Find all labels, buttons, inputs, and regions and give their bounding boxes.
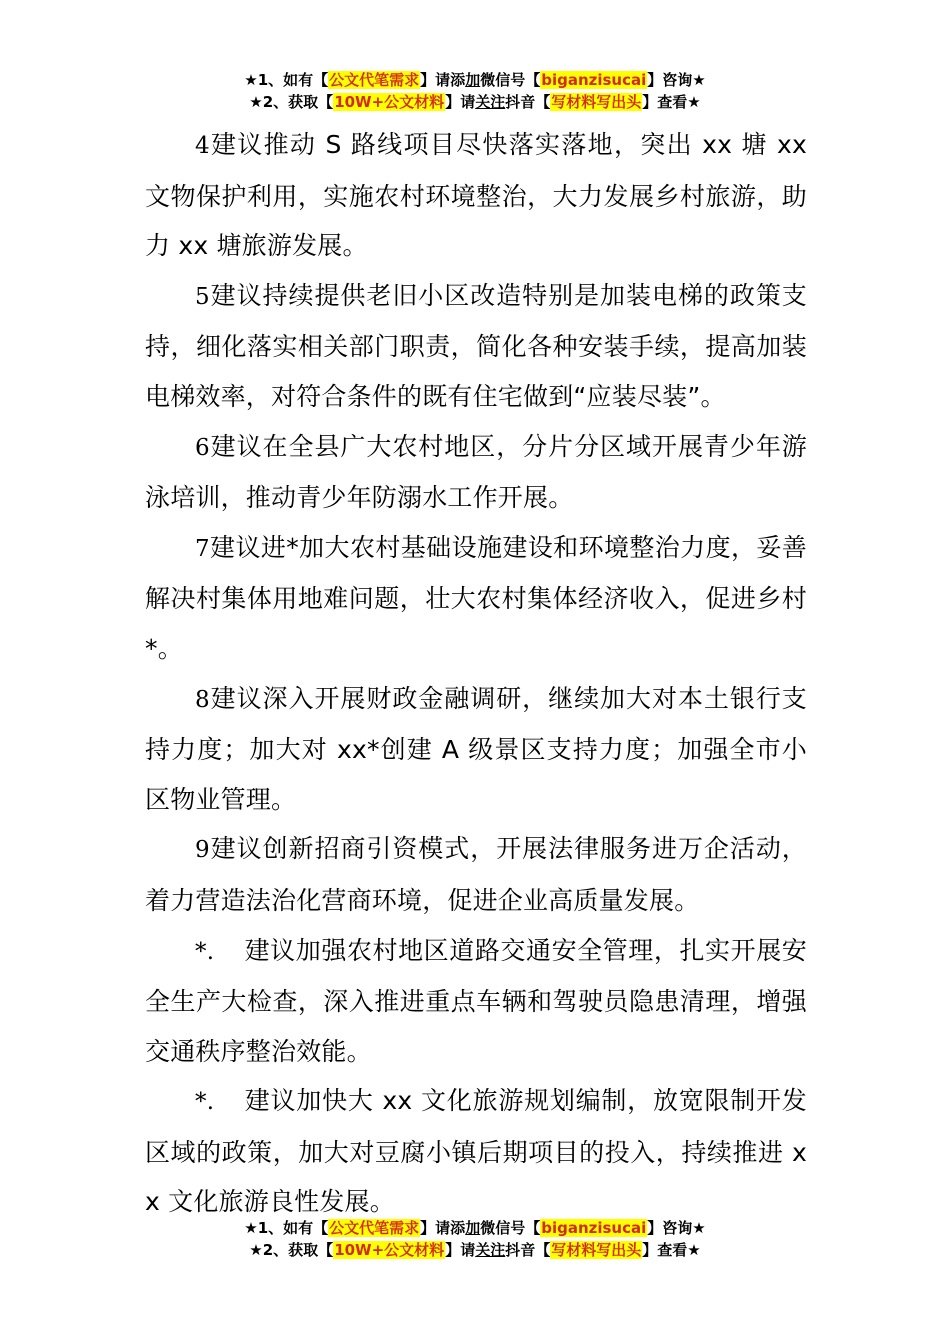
paragraph-text: 建议持续提供老旧小区改造特别是加装电梯的政策支持，细化落实相关部门职责，简化各种安装手续，提高加装电梯效率，对符合条件的既有住宅做到“应装尽装”。 xyxy=(145,280,807,411)
banner-text: 】请 xyxy=(445,1241,476,1259)
banner-line-2 xyxy=(0,91,950,113)
paragraph-7 xyxy=(145,523,807,674)
paragraph-11 xyxy=(145,1076,807,1227)
banner-text: ★2、获取【 xyxy=(249,1241,334,1259)
paragraph-text: 建议加强农村地区道路交通安全管理，扎实开展安全生产大检查，深入推进重点车辆和驾驶员隐患清理，增强交通秩序整治效能。 xyxy=(145,935,807,1066)
paragraph-4 xyxy=(145,120,807,271)
paragraph-number: *. xyxy=(195,1089,215,1116)
banner-text: 】查看★ xyxy=(642,93,701,111)
banner-underlined-text: 加 xyxy=(465,71,481,89)
banner-line-1 xyxy=(0,1217,950,1239)
paragraph-number: *. xyxy=(195,938,215,965)
banner-text: 微信号【 xyxy=(480,1219,541,1237)
banner-highlight: 写材料写出头 xyxy=(551,93,642,111)
paragraph-number: 7 xyxy=(195,535,210,562)
banner-line-2 xyxy=(0,1239,950,1261)
footer-banner xyxy=(0,1217,950,1261)
banner-underlined-text: 关注 xyxy=(475,93,506,111)
header-banner xyxy=(0,69,950,113)
banner-text: 抖音【 xyxy=(505,1241,551,1259)
banner-text: 】请添 xyxy=(420,71,466,89)
banner-underlined-text: 关注 xyxy=(475,1241,506,1259)
banner-highlight: 写材料写出头 xyxy=(551,1241,642,1259)
paragraph-number: 4 xyxy=(195,133,210,159)
paragraph-number: 8 xyxy=(195,686,210,713)
banner-text: ★2、获取【 xyxy=(249,93,334,111)
paragraph-text: 建议加快大 xx 文化旅游规划编制，放宽限制开发区域的政策，加大对豆腐小镇后期项目的投入，持续推进 xx 文化旅游良性发展。 xyxy=(145,1086,807,1217)
document-body xyxy=(145,120,807,1227)
banner-text: 】咨询★ xyxy=(647,71,706,89)
paragraph-text: 建议创新招商引资模式，开展法律服务进万企活动，着力营造法治化营商环境，促进企业高质量发展。 xyxy=(145,834,807,915)
banner-highlight: biganzisucai xyxy=(541,1219,647,1237)
paragraph-5 xyxy=(145,271,807,422)
banner-highlight: 10W+公文材料 xyxy=(334,1241,445,1259)
banner-text: 】请 xyxy=(445,93,476,111)
banner-highlight: 公文代笔需求 xyxy=(329,71,420,89)
paragraph-number: 9 xyxy=(195,837,210,864)
banner-line-1 xyxy=(0,69,950,91)
paragraph-text: 建议深入开展财政金融调研，继续加大对本土银行支持力度；加大对 xx*创建 A 级景区支持力度；加强全市小区物业管理。 xyxy=(145,683,807,814)
banner-highlight: 10W+公文材料 xyxy=(334,93,445,111)
banner-text: ★1、如有【 xyxy=(244,71,329,89)
paragraph-text: 建议在全县广大农村地区，分片分区域开展青少年游泳培训，推动青少年防溺水工作开展。 xyxy=(145,431,807,513)
paragraph-number: 5 xyxy=(195,283,210,310)
paragraph-10 xyxy=(145,926,807,1077)
banner-highlight: biganzisucai xyxy=(541,71,647,89)
banner-text: 】咨询★ xyxy=(647,1219,706,1237)
banner-underlined-text: 加 xyxy=(465,1219,481,1237)
paragraph-number: 6 xyxy=(195,434,210,461)
banner-text: 】请添 xyxy=(420,1219,466,1237)
paragraph-text: 建议进*加大农村基础设施建设和环境整治力度，妥善解决村集体用地难问题，壮大农村集体经济收入，促进乡村*。 xyxy=(145,532,807,663)
paragraph-8 xyxy=(145,674,807,825)
paragraph-9 xyxy=(145,824,807,925)
banner-text: 抖音【 xyxy=(505,93,551,111)
paragraph-6 xyxy=(145,422,807,523)
banner-text: 微信号【 xyxy=(480,71,541,89)
banner-text: ★1、如有【 xyxy=(244,1219,329,1237)
paragraph-text: 建议推动 S 路线项目尽快落实落地，突出 xx 塘 xx 文物保护利用，实施农村环境整治，大力发展乡村旅游，助力 xx 塘旅游发展。 xyxy=(145,130,807,261)
banner-highlight: 公文代笔需求 xyxy=(329,1219,420,1237)
banner-text: 】查看★ xyxy=(642,1241,701,1259)
